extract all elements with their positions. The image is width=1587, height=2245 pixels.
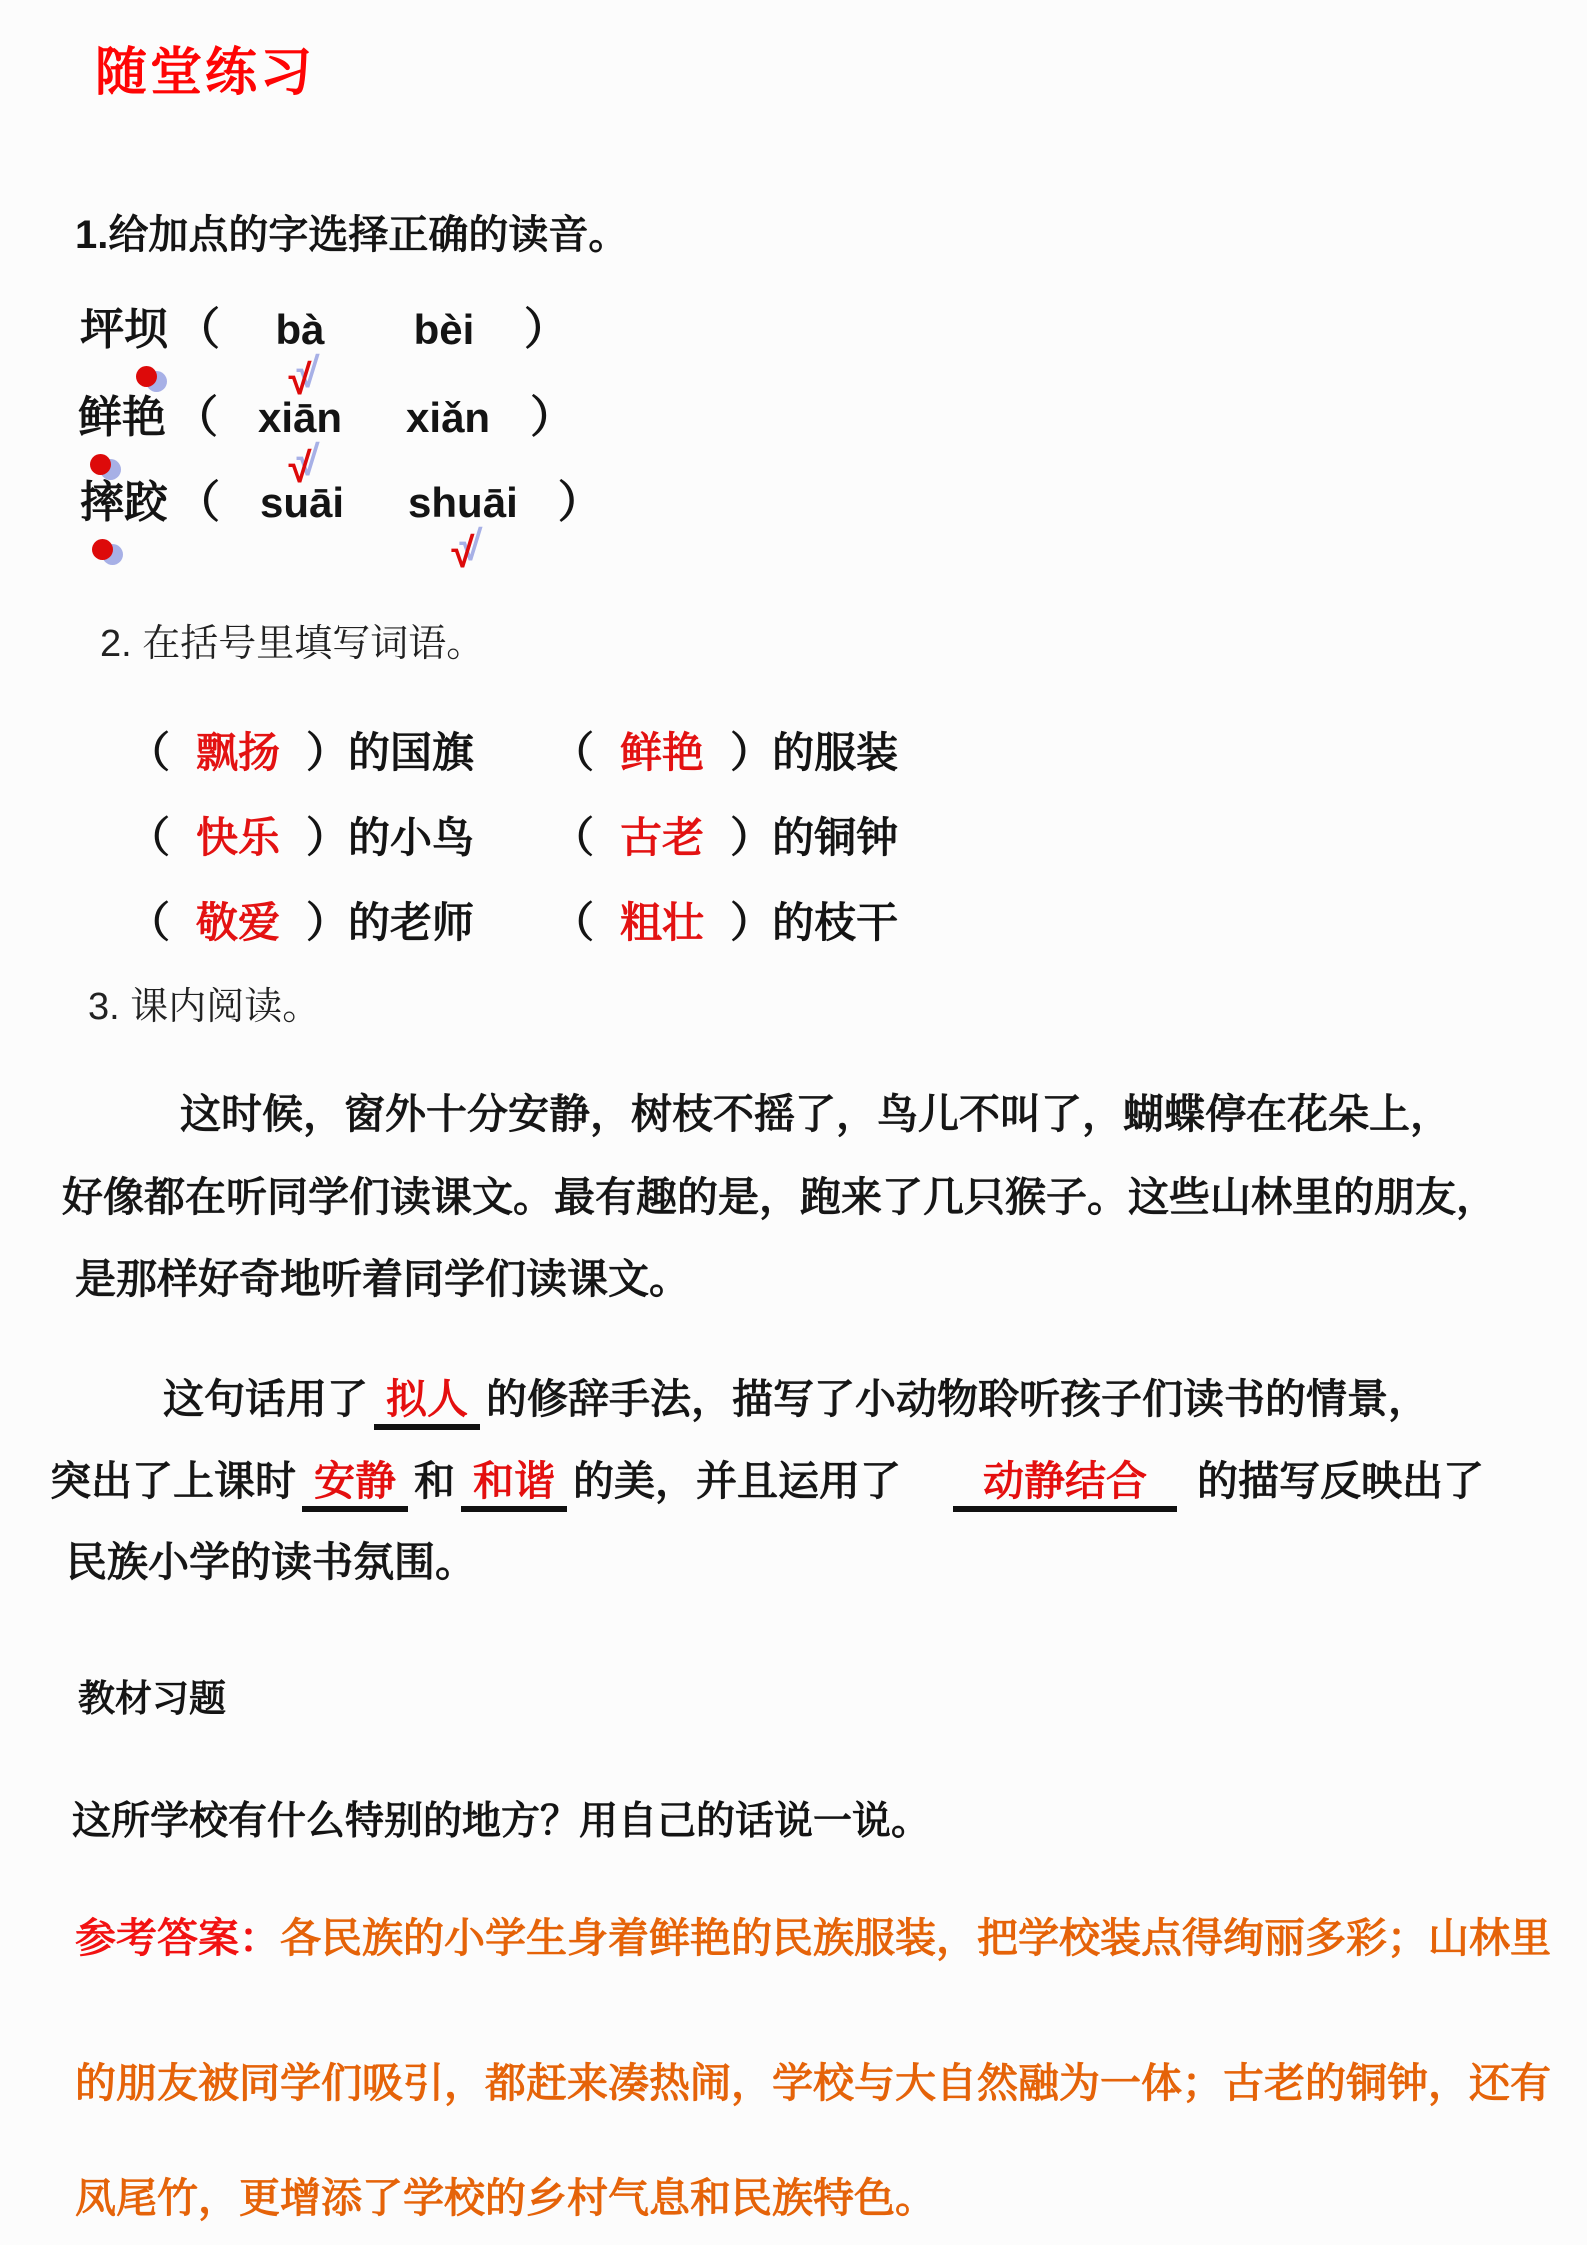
emphasis-dot-icon <box>92 539 113 560</box>
blank-answer: 动静结合 <box>953 1458 1177 1512</box>
open-paren: （ <box>128 814 171 861</box>
hanzi-char: 坝 <box>124 305 168 354</box>
fill-blank-word: 快乐 <box>196 814 281 861</box>
checkmark-icon: √ <box>288 356 312 403</box>
pinyin-option: xiǎn <box>406 394 491 441</box>
fill-blank-word: 敬爱 <box>196 899 281 946</box>
phrase: 的铜钟 <box>772 814 899 861</box>
hanzi-char: 坪 <box>80 305 124 354</box>
checkmark-icon: √ <box>451 529 475 576</box>
mark-slot <box>92 533 113 577</box>
phrase: 的枝干 <box>772 899 899 946</box>
pinyin-option: shuāi <box>408 479 518 526</box>
fill-blank-row <box>128 805 898 865</box>
blank-answer: 拟人 <box>374 1376 480 1430</box>
textbook-section-title: 教材习题 <box>78 1678 226 1719</box>
pinyin-option: suāi <box>260 479 345 526</box>
phrase: 的服装 <box>772 729 899 776</box>
close-paren: ） <box>530 393 575 442</box>
blank-answer: 安静 <box>302 1458 408 1512</box>
close-paren: ） <box>306 899 349 946</box>
textbook-question: 这所学校有什么特别的地方？用自己的话说一说。 <box>72 1800 931 1843</box>
fill-blank-word: 古老 <box>620 814 705 861</box>
analysis-text: 和 <box>414 1458 455 1504</box>
open-paren: （ <box>552 814 595 861</box>
fill-blank-word: 飘扬 <box>196 729 281 776</box>
analysis-line: 民族小学的读书氛围。 <box>66 1539 476 1585</box>
fill-blank-word: 鲜艳 <box>620 729 705 776</box>
answer-line <box>75 1905 1551 1964</box>
close-paren: ） <box>524 305 568 354</box>
analysis-text: 这句话用了 <box>163 1376 368 1422</box>
close-paren: ） <box>730 729 773 776</box>
close-paren: ） <box>306 729 349 776</box>
open-paren: （ <box>176 478 220 527</box>
paren-cell <box>168 473 228 577</box>
q3-heading: 3. 课内阅读。 <box>88 986 321 1028</box>
paren-cell <box>550 473 610 577</box>
checkmark-icon: √ <box>288 444 312 491</box>
pinyin-option: bà <box>275 306 325 353</box>
fill-blank-word: 粗壮 <box>620 899 705 946</box>
answer-label: 参考答案： <box>75 1915 280 1961</box>
pinyin-option: xiān <box>258 394 343 441</box>
open-paren: （ <box>174 393 218 442</box>
phrase: 的国旗 <box>348 729 475 776</box>
pinyin-option-cell <box>260 473 344 577</box>
analysis-line <box>163 1370 1429 1428</box>
phrase: 的老师 <box>348 899 475 946</box>
analysis-text: 的美，并且运用了 <box>573 1458 901 1504</box>
page-title: 随堂练习 <box>95 44 316 102</box>
phrase: 的小鸟 <box>348 814 475 861</box>
analysis-text: 突出了上课时 <box>50 1458 296 1504</box>
pinyin-row <box>80 473 610 577</box>
hanzi-char: 摔 <box>80 478 124 527</box>
open-paren: （ <box>128 729 171 776</box>
analysis-text: 的修辞手法，描写了小动物聆听孩子们读书的情景， <box>486 1376 1429 1422</box>
q1-heading: 1.给加点的字选择正确的读音。 <box>75 213 629 257</box>
fill-blank-row <box>128 720 898 780</box>
passage-line: 这时候，窗外十分安静，树枝不摇了，鸟儿不叫了，蝴蝶停在花朵上， <box>180 1091 1451 1137</box>
open-paren: （ <box>176 305 220 354</box>
close-paren: ） <box>730 814 773 861</box>
mark-slot <box>451 529 475 577</box>
answer-line: 的朋友被同学们吸引，都赶来凑热闹，学校与大自然融为一体；古老的铜钟，还有 <box>75 2060 1551 2106</box>
open-paren: （ <box>128 899 171 946</box>
hanzi-char: 跤 <box>124 478 168 527</box>
hanzi-char: 艳 <box>122 393 166 442</box>
blank-answer: 和谐 <box>461 1458 567 1512</box>
hanzi-cell <box>80 473 124 577</box>
analysis-text: 的描写反映出了 <box>1197 1458 1484 1504</box>
open-paren: （ <box>552 899 595 946</box>
fill-blank-row <box>128 890 898 950</box>
pinyin-option: bèi <box>413 306 475 353</box>
answer-line: 凤尾竹，更增添了学校的乡村气息和民族特色。 <box>75 2175 936 2221</box>
answer-text: 各民族的小学生身着鲜艳的民族服装，把学校装点得绚丽多彩；山林里 <box>280 1915 1551 1961</box>
emphasis-dot-icon <box>90 454 111 475</box>
open-paren: （ <box>552 729 595 776</box>
passage-line: 好像都在听同学们读课文。最有趣的是，跑来了几只猴子。这些山林里的朋友， <box>62 1174 1497 1220</box>
passage-line: 是那样好奇地听着同学们读课文。 <box>75 1256 690 1302</box>
close-paren: ） <box>306 814 349 861</box>
emphasis-dot-icon <box>136 366 157 387</box>
hanzi-char: 鲜 <box>78 393 122 442</box>
pinyin-option-cell <box>408 473 518 577</box>
hanzi-cell <box>124 473 168 577</box>
q2-heading: 2. 在括号里填写词语。 <box>100 623 485 665</box>
close-paren: ） <box>557 478 602 527</box>
close-paren: ） <box>730 899 773 946</box>
analysis-line <box>50 1452 1484 1510</box>
